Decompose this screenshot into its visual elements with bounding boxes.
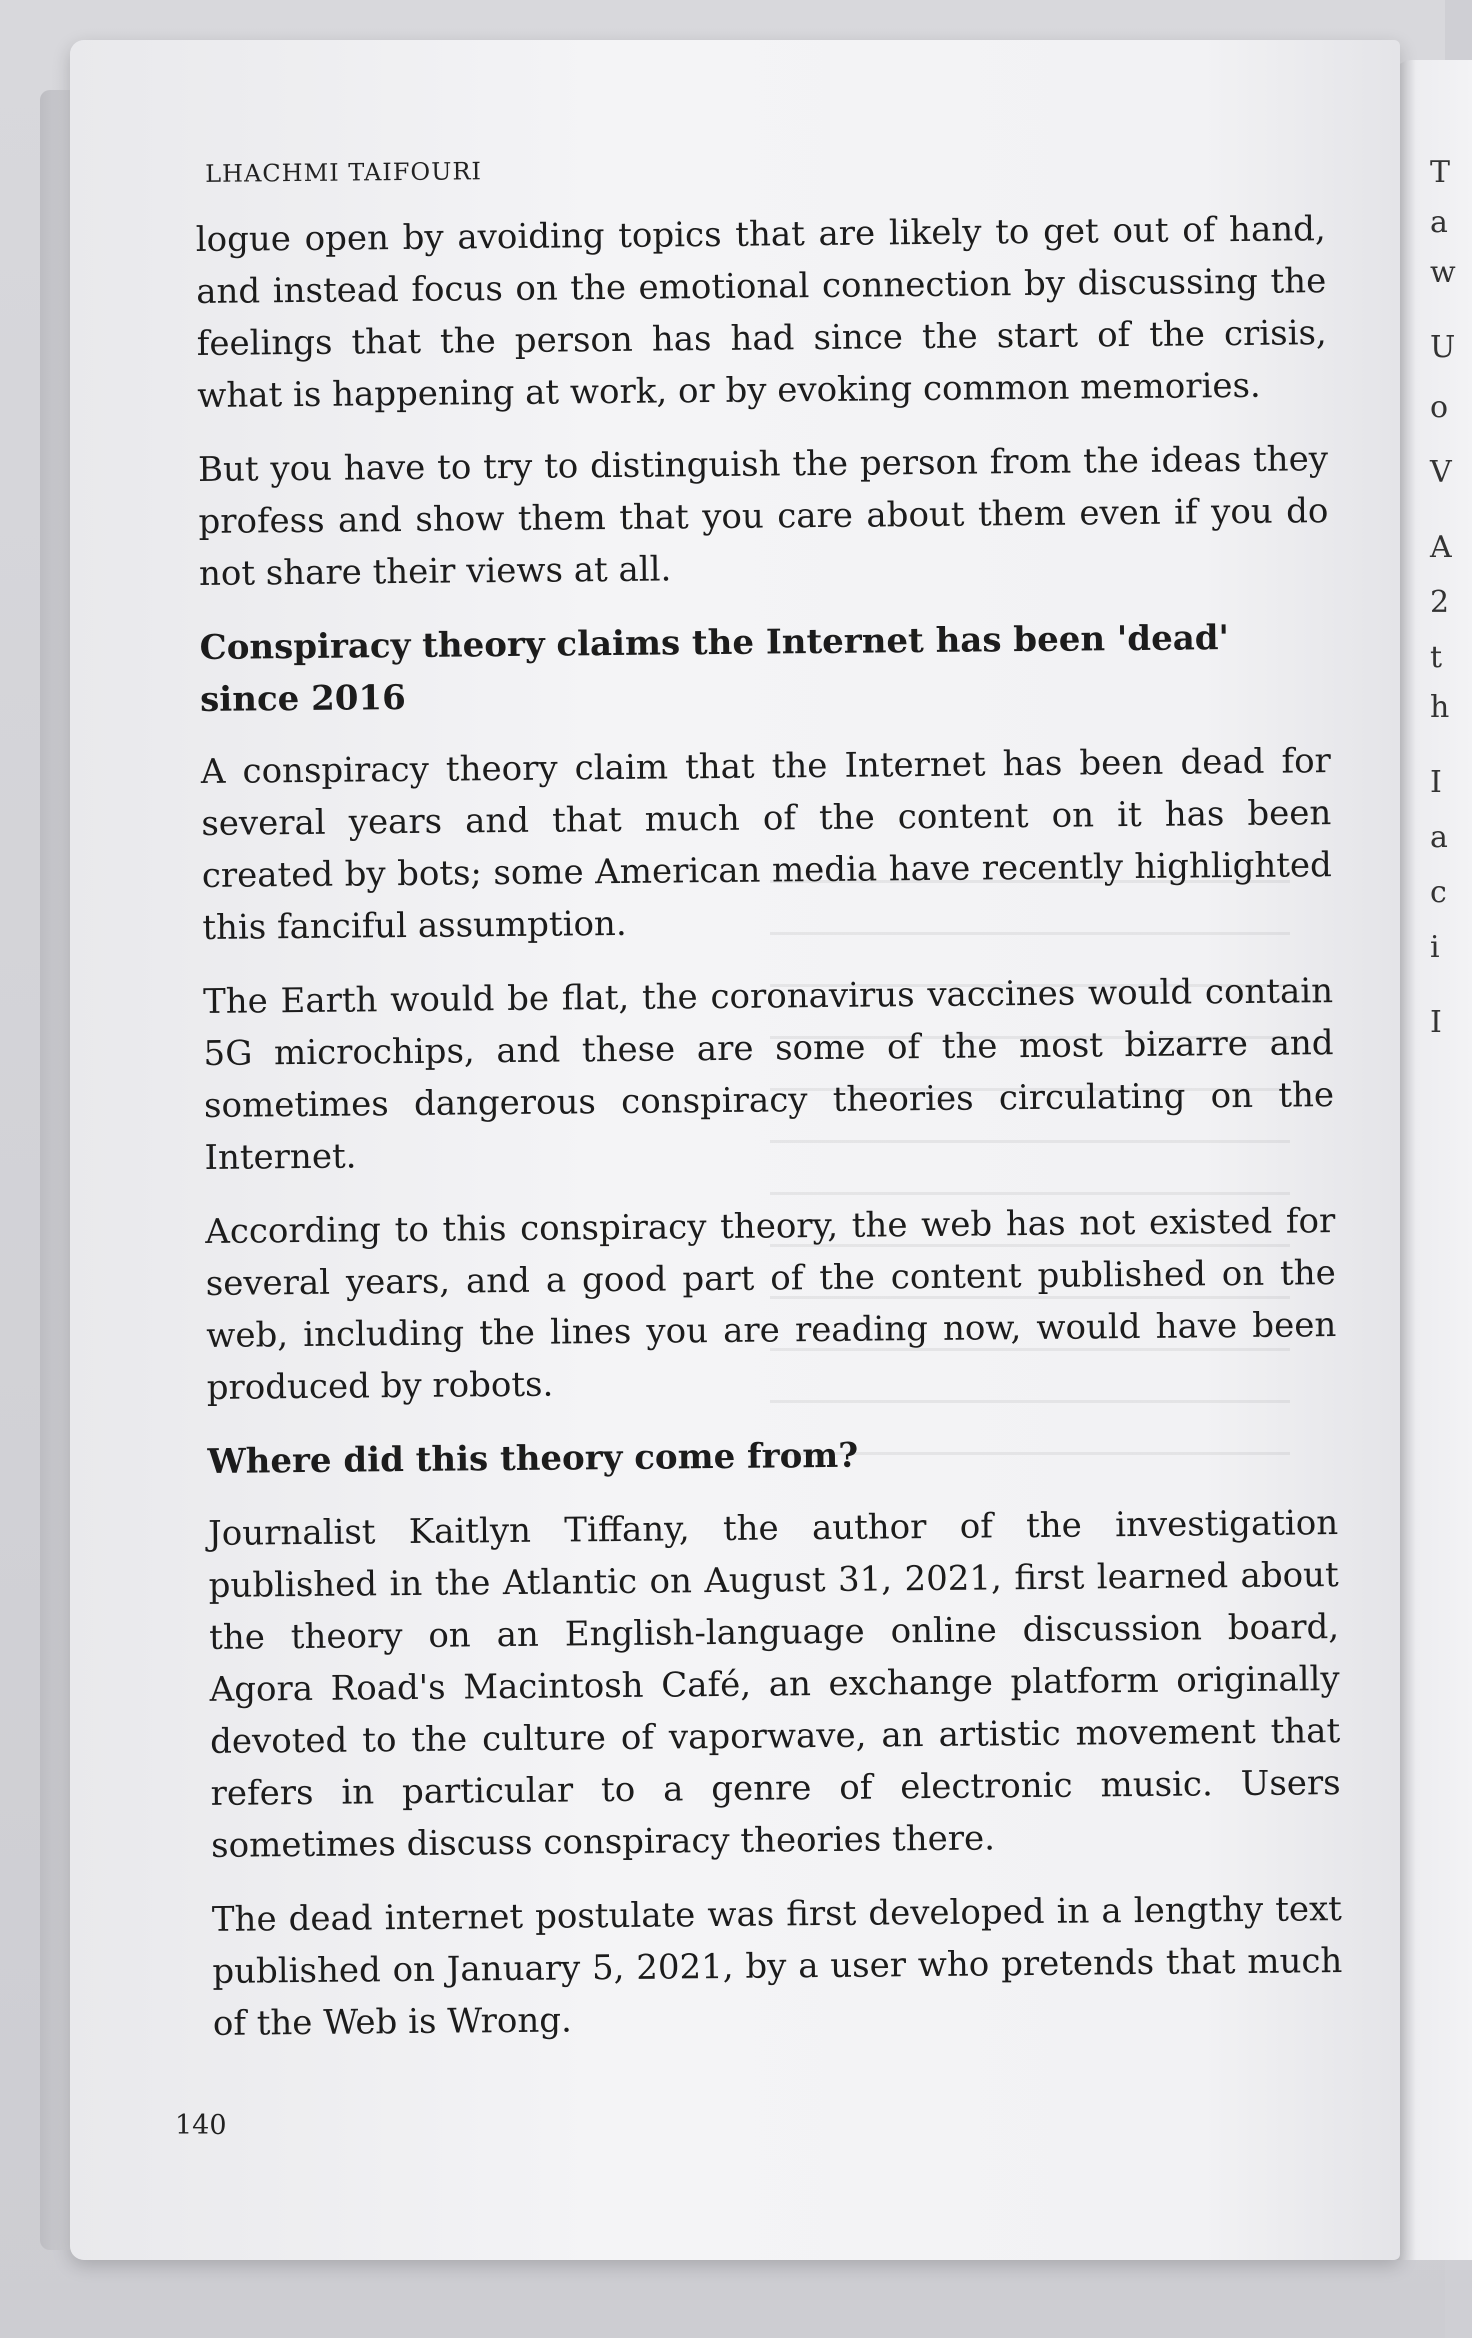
facing-page-fragment: a: [1430, 205, 1448, 240]
facing-page-fragment: c: [1430, 875, 1447, 910]
facing-page-fragment: h: [1430, 690, 1450, 725]
paragraph-postulate: The dead internet postulate was first developed in a lengthy text published on January 5, 2021, by a user who pretends that much of the Web is Wrong.: [211, 1889, 1343, 2044]
facing-page-fragment: a: [1430, 820, 1448, 855]
facing-page-fragment: I: [1430, 1005, 1442, 1040]
paragraph-journalist: Journalist Kaitlyn Tiffany, the author of the investigation published in the Atlantic on August 31, 2021, first learned about the theory on an English-language online discussion board, Agora Road's Macintosh Café, an exchange platform originally devoted to the culture of vaporwave, an artistic movement that refers in particular to a genre of electronic music. Users sometimes discuss conspiracy theories there.: [207, 1503, 1341, 1866]
facing-page-fragment: 2: [1430, 585, 1450, 620]
paragraph-claim: A conspiracy theory claim that the Internet has been dead for several years and that much of the content on it has been created by bots; some American media have recently highlighted this fanciful assumption.: [200, 741, 1333, 948]
facing-page-fragment: A: [1430, 530, 1452, 565]
facing-page-fragment: T: [1430, 155, 1451, 190]
paragraph-robots: According to this conspiracy theory, the web has not existed for several years, and a good part of the content published on the web, including the lines you are reading now, would have been produced by robots.: [205, 1201, 1337, 1408]
page-content: [195, 149, 1343, 2072]
facing-page-fragment: U: [1430, 330, 1456, 365]
paragraph-dialogue: logue open by avoiding topics that are likely to get out of hand, and instead focus on the emotional connection by discussing the feelings that the person has had since the start of the crisis, what is happening at work, or by evoking common memories.: [195, 209, 1327, 416]
facing-page-fragment: t: [1430, 640, 1443, 675]
facing-page-fragment: V: [1430, 455, 1452, 490]
facing-page-fragment: w: [1430, 255, 1456, 290]
facing-page-fragment: I: [1430, 765, 1442, 800]
facing-page-fragment: o: [1430, 390, 1449, 425]
facing-page-fragment: i: [1430, 930, 1440, 965]
paragraph-distinguish: But you have to try to distinguish the person from the ideas they profess and show them that you care about them even if you do not share their views at all.: [197, 439, 1329, 594]
paragraph-flat-earth: The Earth would be flat, the coronavirus vaccines would contain 5G microchips, and these are some of the most bizarre and sometimes dangerous conspiracy theories circulating on the Internet.: [202, 971, 1335, 1178]
page-number: 140: [175, 2110, 227, 2141]
section-heading-dead-internet: Conspiracy theory claims the Internet has been 'dead' since 2016: [199, 618, 1230, 720]
running-head: LHACHMI TAIFOURI: [204, 157, 483, 188]
facing-page-edge: [1392, 60, 1472, 2260]
section-heading-origin: Where did this theory come from?: [207, 1435, 859, 1482]
